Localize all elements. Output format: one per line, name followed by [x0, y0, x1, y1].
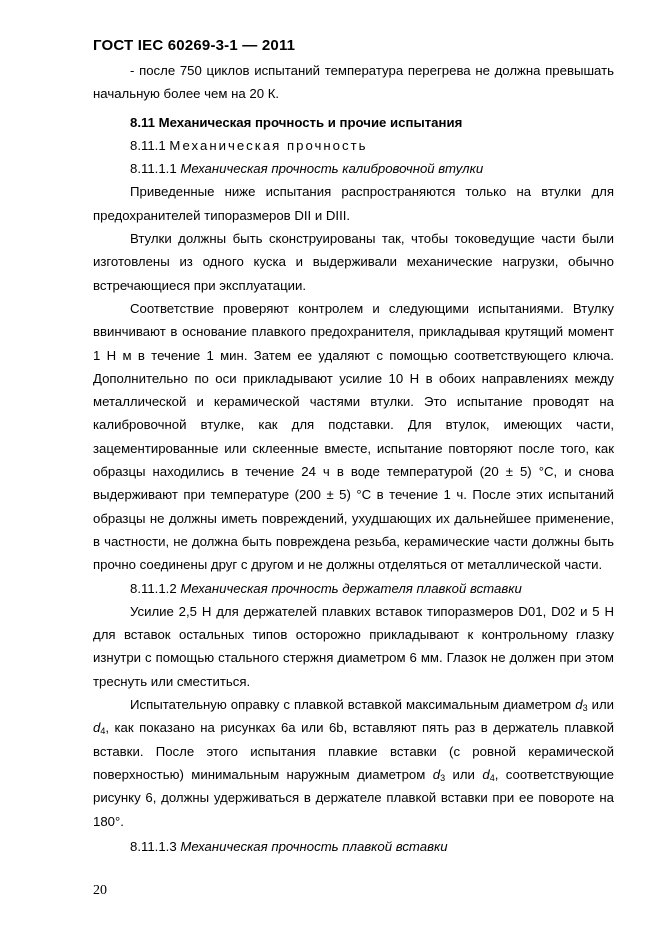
text-run: или [445, 766, 483, 782]
symbol-d3: d [432, 766, 441, 782]
section-number: 8.11.1.2 [130, 580, 177, 596]
section-title: Механическая прочность [169, 137, 368, 153]
symbol-d4: d [482, 766, 490, 782]
section-number: 8.11.1.3 [130, 838, 177, 854]
document-body [93, 59, 614, 858]
section-number: 8.11 [130, 114, 155, 130]
paragraph: Втулки должны быть сконструированы так, чтобы токоведущие части были изготовлены из одного куска и выдерживали механические нагрузки, обычно встречающиеся при эксплуатации. [93, 231, 614, 293]
section-number: 8.11.1.1 [130, 161, 177, 177]
section-number: 8.11.1 [130, 137, 166, 153]
section-title: Механическая прочность плавкой вставки [180, 838, 448, 854]
section-heading-8-11-1-1 [93, 157, 614, 180]
document-header: ГОСТ IEC 60269-3-1 — 2011 [93, 37, 296, 54]
text-run: Испытательную оправку с плавкой вставкой максимальным диаметром [130, 697, 576, 713]
symbol-d4: d [93, 720, 101, 736]
subscript: 4 [100, 726, 106, 737]
text-run: , как показано на рисунках 6а или 6b, вставляют пять раз в держатель плавкой вставки. После этого испытания плавкие вставки (с ровной керамической поверхностью) минимальным наружным диаметром [93, 720, 614, 782]
symbol-d3: d [575, 697, 583, 713]
section-title: Механическая прочность держателя плавкой вставки [180, 580, 522, 596]
section-heading-8-11-1 [93, 134, 614, 157]
paragraph: Приведенные ниже испытания распространяются только на втулки для предохранителей типоразмеров DII и DIII. [93, 184, 614, 223]
subscript: 3 [582, 703, 588, 714]
subscript: 4 [489, 772, 495, 783]
subscript: 3 [440, 772, 446, 783]
page-number: 20 [93, 883, 107, 898]
section-heading-8-11 [93, 111, 614, 134]
section-title: Механическая прочность и прочие испытания [158, 114, 463, 130]
text-run: или [587, 697, 615, 713]
section-heading-8-11-1-3 [93, 835, 614, 858]
paragraph: Соответствие проверяют контролем и следующими испытаниями. Втулку ввинчивают в основание плавкого предохранителя, прикладывая крутящий момент 1 Н м в течение 1 мин. Затем ее удаляют с помощью соответствующего ключа. Дополнительно по оси прикладывают усилие 10 Н в обоих направлениях между металлической и керамической частями втулки. Это испытание проводят на калибровочной втулке, как для подставки. Для втулок, имеющих части, зацементированные или склеенные вместе, испытание повторяют после того, как образцы находились в течение 24 ч в воде температурой (20 ± 5) °C, и снова выдерживают при температуре (200 ± 5) °C в течение 1 ч. После этих испытаний образцы не должны иметь повреждений, ухудшающих их дальнейшее применение, в частности, не должна быть повреждена резьба, керамические части должны быть прочно соединены друг с другом и не должны отделяться от металлической части. [93, 300, 614, 573]
section-title: Механическая прочность калибровочной втулки [180, 161, 484, 177]
paragraph: - после 750 циклов испытаний температура перегрева не должна превышать начальную более чем на 20 К. [93, 63, 614, 102]
text-run: , соответствующие рисунку 6, должны удерживаться в держателе плавкой вставки при ее повороте на 180°. [93, 766, 614, 829]
section-heading-8-11-1-2 [93, 577, 614, 600]
paragraph [93, 693, 614, 833]
paragraph: Усилие 2,5 Н для держателей плавких вставок типоразмеров D01, D02 и 5 Н для вставок остальных типов осторожно прикладывают к контрольному глазку изнутри с помощью стального стержня диаметром 6 мм. Глазок не должен при этом треснуть или сместиться. [93, 603, 614, 689]
